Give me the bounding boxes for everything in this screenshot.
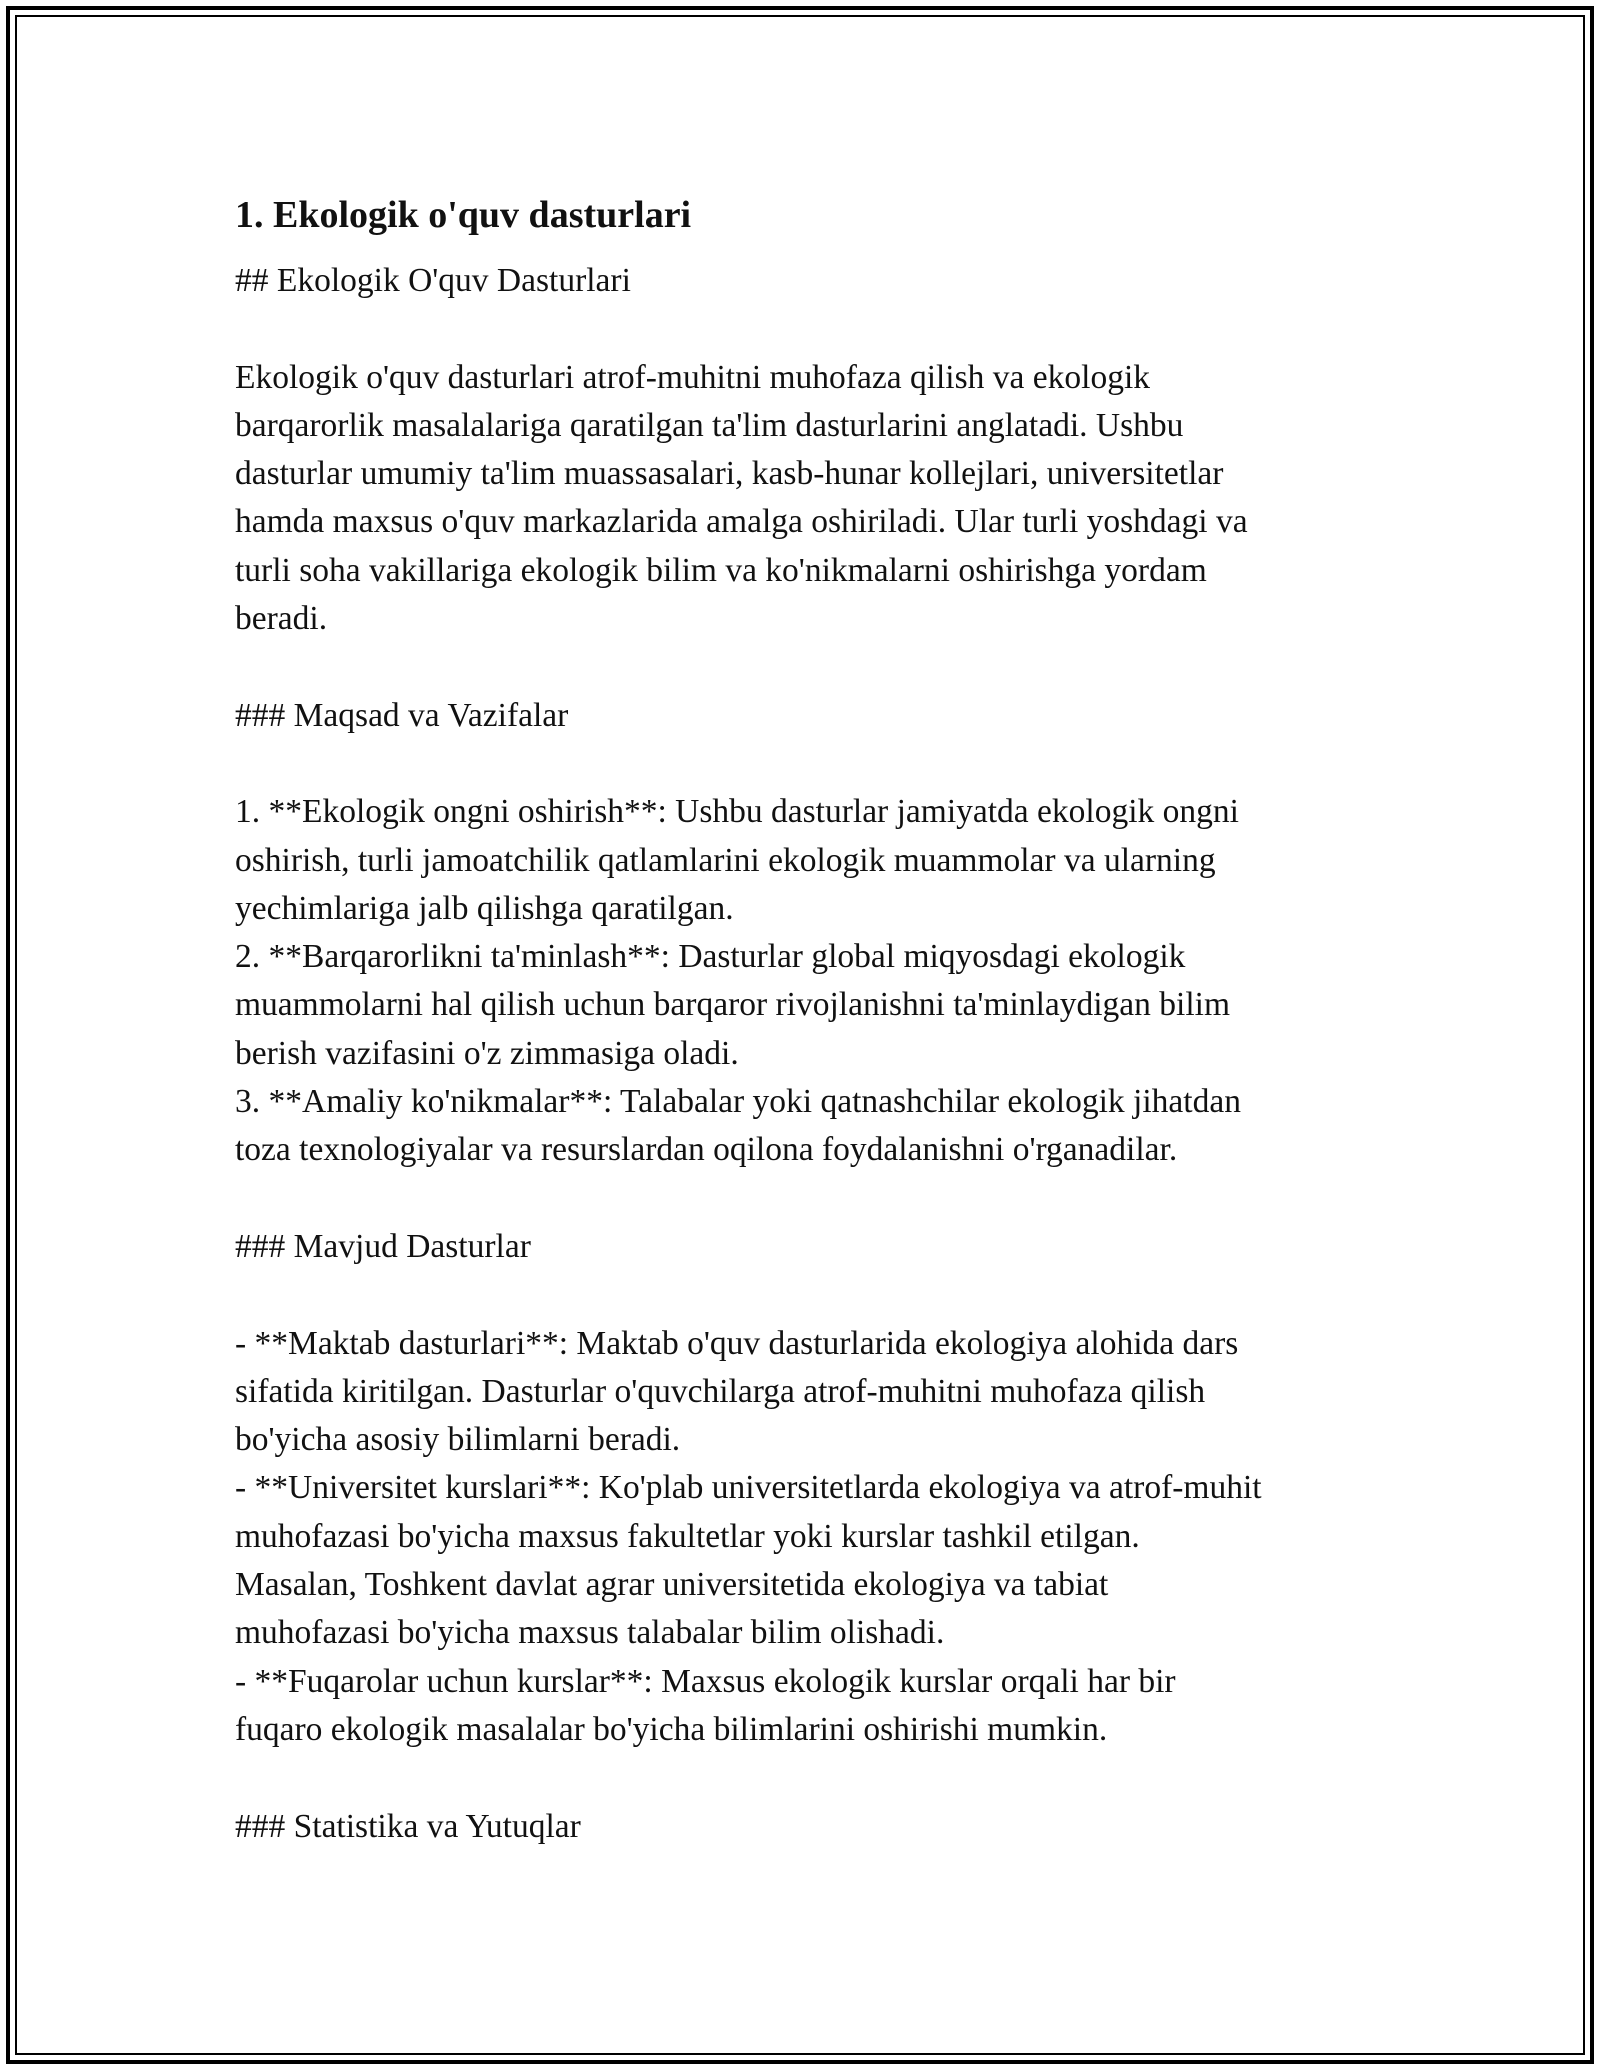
text-line: berish vazifasini o'z zimmasiga oladi.: [235, 1034, 739, 1072]
text-line: hamda maxsus o'quv markazlarida amalga oshiriladi. Ular turli yoshdagi va: [235, 503, 1248, 541]
text-line: muhofazasi bo'yicha maxsus fakultetlar yoki kurslar tashkil etilgan.: [235, 1517, 1140, 1555]
text-line: toza texnologiyalar va resurslardan oqilona foydalanishni o'rganadilar.: [235, 1131, 1178, 1169]
text-line: dasturlar umumiy ta'lim muassasalari, kasb-hunar kollejlari, universitetlar: [235, 455, 1224, 493]
text-line: - **Maktab dasturlari**: Maktab o'quv dasturlarida ekologiya alohida dars: [235, 1324, 1239, 1362]
text-line: 3. **Amaliy ko'nikmalar**: Talabalar yoki qatnashchilar ekologik jihatdan: [235, 1083, 1241, 1121]
text-line: beradi.: [235, 600, 328, 638]
text-line: Masalan, Toshkent davlat agrar universitetida ekologiya va tabiat: [235, 1566, 1109, 1604]
text-line: bo'yicha asosiy bilimlarni beradi.: [235, 1421, 681, 1459]
text-line: 2. **Barqarorlikni ta'minlash**: Dasturlar global miqyosdagi ekologik: [235, 938, 1186, 976]
text-line: fuqaro ekologik masalalar bo'yicha bilimlarini oshirishi mumkin.: [235, 1710, 1108, 1748]
text-line: ### Maqsad va Vazifalar: [235, 696, 569, 734]
text-line: sifatida kiritilgan. Dasturlar o'quvchilarga atrof-muhitni muhofaza qilish: [235, 1372, 1206, 1410]
text-line: ### Mavjud Dasturlar: [235, 1227, 531, 1265]
text-line: yechimlariga jalb qilishga qaratilgan.: [235, 889, 734, 927]
blank-line: [235, 1754, 1385, 1802]
text-line: barqarorlik masalalariga qaratilgan ta'lim dasturlarini anglatadi. Ushbu: [235, 406, 1184, 444]
text-line: muhofazasi bo'yicha maxsus talabalar bilim olishadi.: [235, 1614, 945, 1652]
blank-line: [235, 740, 1385, 788]
text-line: - **Universitet kurslari**: Ko'plab universitetlarda ekologiya va atrof-muhit: [235, 1469, 1262, 1507]
text-line: - **Fuqarolar uchun kurslar**: Maxsus ekologik kurslar orqali har bir: [235, 1662, 1176, 1700]
document-text: [235, 257, 1385, 1851]
document-body: [235, 185, 1385, 1851]
text-line: Ekologik o'quv dasturlari atrof-muhitni muhofaza qilish va ekologik: [235, 358, 1151, 396]
text-line: oshirish, turli jamoatchilik qatlamlarini ekologik muammolar va ularning: [235, 841, 1216, 879]
text-line: ### Statistika va Yutuqlar: [235, 1807, 581, 1845]
text-line: 1. **Ekologik ongni oshirish**: Ushbu dasturlar jamiyatda ekologik ongni: [235, 793, 1239, 831]
document-title: 1. Ekologik o'quv dasturlari: [235, 194, 692, 236]
text-line: ## Ekologik O'quv Dasturlari: [235, 262, 631, 299]
text-line: turli soha vakillariga ekologik bilim va ko'nikmalarni oshirishga yordam: [235, 551, 1207, 589]
blank-line: [235, 305, 1385, 353]
blank-line: [235, 643, 1385, 691]
blank-line: [235, 1175, 1385, 1223]
blank-line: [235, 1271, 1385, 1319]
text-line: muammolarni hal qilish uchun barqaror rivojlanishni ta'minlaydigan bilim: [235, 986, 1231, 1024]
